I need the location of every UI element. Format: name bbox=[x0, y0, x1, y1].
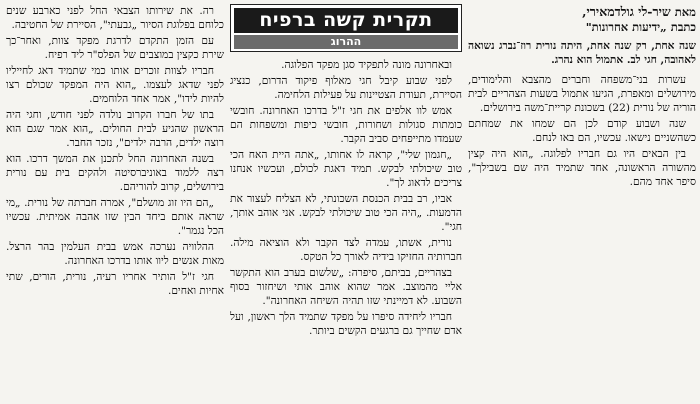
byline-source: כתבת „ידיעות אחרונות" bbox=[585, 20, 696, 34]
paragraph: חבריו לצוות זוכרים אותו כמי שתמיד דאג לחייליו לפני שדאג לעצמו. „הוא היה המפקד שכולם רצו להיות לידו", אמר אחד הלוחמים. bbox=[6, 65, 224, 105]
paragraph: לפני שבוע קיבל חגי מאלוף פיקוד הדרום, כנציג הסיירת, תעודת הצטיינות על פעילות הלחימה. bbox=[230, 75, 462, 101]
paragraph: ובאחרונה מונה לתפקיד סגן מפקד הפלוגה. bbox=[281, 59, 452, 71]
paragraph: חגי ז"ל הותיר אחריו רעיה, נורית, הורים, שתי אחיות ואחים. bbox=[6, 271, 224, 297]
headline-title: תקרית קשה ברפיח bbox=[234, 8, 458, 33]
middle-column bbox=[230, 58, 462, 400]
paragraph: שנה ושבוע קודם לכן הם שמחו את שמחתם כשהשניים נישאו. עכשיו, הם באו לנחם. bbox=[468, 118, 696, 144]
paragraph: בשנה האחרונה החל לתכנן את המשך דרכו. הוא רצה ללמוד באוניברסיטה ולהקים בית עם נורית בירושלים, קרוב להוריהם. bbox=[6, 153, 224, 193]
paragraph: בתו של חברו הקרוב נולדה לפני חודש, וחגי היה הראשון שהגיע לבית החולים. „הוא אמר שגם הוא רוצה ילדים, הרבה ילדים", נזכר החבר. bbox=[6, 109, 224, 149]
paragraph: אמש לוו אלפים את חגי ז"ל בדרכו האחרונה. חובשי כומתות סגולות ושחורות, חובשי כיפות ומשפחות הם שעמדו מתייפחים סביב הקבר. bbox=[230, 105, 462, 145]
article-lead: שנה אחת, רק שנה אחת, היתה נורית רוז־נברג נשואה לאהובה, חגי לב. אתמול הוא נהרג. bbox=[468, 40, 696, 66]
paragraph: עשרות בני־משפחה וחברים מהצבא והלימודים, מירושלים ומאפרת, הגיעו אתמול בשעות הצהריים לבית הוריה של נורית (22) בשכונת קריית־משה בירושלים. bbox=[468, 74, 696, 114]
headline-subtitle: ההרוג bbox=[234, 35, 458, 49]
paragraph: „חגמון שלי", קראה לו אחותו, „אתה היית האח הכי טוב שיכולתי לבקש. תמיד דאגת לכולם, ועכשיו אנחנו צריכים לדאוג לך". bbox=[230, 149, 462, 189]
paragraph: בין הבאים היו גם חבריו לפלוגה. „הוא היה קצין מהשורה הראשונה, אחד שתמיד היה שם בשבילך", סיפר אחד מהם. bbox=[468, 148, 696, 188]
paragraph: ההלוויה נערכה אמש בבית העלמין בהר הרצל. מאות אנשים ליוו אותו בדרכו האחרונה. bbox=[6, 241, 224, 267]
paragraph: בצהריים, בביתם, סיפרה: „שלשום בערב הוא התקשר אליי מהמוצב. אמר שהוא אוהב אותי ושיחזור בסוף השבוע. לא דמיינתי שזו תהיה השיחה האחרונה". bbox=[230, 267, 462, 307]
paragraph: חבריו ליחידה סיפרו על מפקד שתמיד הלך ראשון, ועל אדם שחייך גם ברגעים הקשים ביותר. bbox=[230, 311, 462, 337]
byline-author: שיר-לי גולדמאירי, bbox=[582, 4, 671, 19]
paragraph: אביו, רב בבית הכנסת השכונתי, לא הצליח לעצור את הדמעות. „היה הכי טוב שיכולתי לבקש. אני אוהב אותך, חגי". bbox=[230, 193, 462, 233]
paragraph: רה. את שירותו הצבאי החל לפני כארבע שנים כלוחם בפלוגת הסיור „גבעתי", הסיירת של החטיבה. bbox=[6, 5, 224, 31]
byline-prefix: מאת bbox=[674, 5, 696, 19]
paragraph: „הם היו זוג מושלם", אמרה חברתה של נורית. „מי שראה אותם ביחד הבין שזו אהבה אמיתית. עכשיו הכל נגמר". bbox=[6, 197, 224, 237]
byline bbox=[468, 4, 696, 35]
paragraph: נורית, אשתו, עמדה לצד הקבר ולא הוציאה מילה. חברותיה החזיקו בידיה לאורך כל הטקס. bbox=[230, 237, 462, 263]
left-column bbox=[6, 4, 224, 402]
headline-box bbox=[230, 4, 462, 52]
right-column bbox=[468, 4, 696, 402]
paragraph: עם הזמן התקדם לדרגת מפקד צוות, ואחר־כך שירת כקצין במוצבים של הפלס"ר ליד רפיח. bbox=[6, 35, 224, 61]
